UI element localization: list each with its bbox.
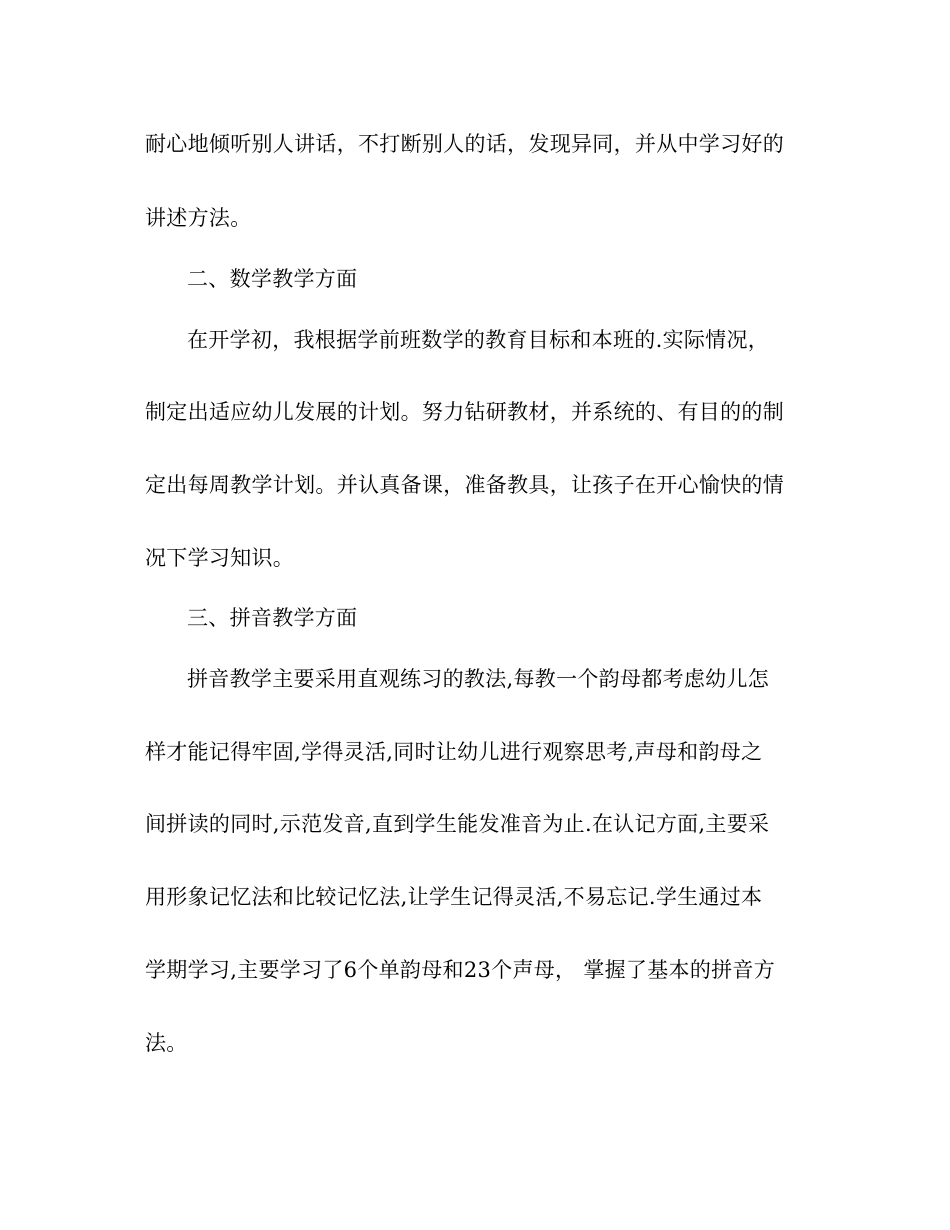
body-text-line: 定出每周教学计划。并认真备课，准备教具，让孩子在开心愉快的情	[145, 473, 784, 497]
body-text-line: 学期学习,主要学习了6个单韵母和23个声母， 掌握了基本的拼音方	[145, 958, 776, 982]
body-text-line: 在开学初，我根据学前班数学的教育目标和本班的.实际情况，	[187, 328, 770, 352]
body-text-line: 拼音教学主要采用直观练习的教法,每教一个韵母都考虑幼儿怎	[187, 667, 770, 691]
body-text-line: 法。	[145, 1031, 188, 1055]
body-text-line: 制定出适应幼儿发展的计划。努力钻研教材，并系统的、有目的的制	[145, 400, 784, 424]
section-heading-pinyin: 三、拼音教学方面	[187, 606, 358, 630]
body-text-line: 讲述方法。	[145, 206, 252, 230]
body-text-line: 耐心地倾听别人讲话，不打断别人的话，发现异同，并从中学习好的	[145, 132, 784, 156]
body-text-line: 间拼读的同时,示范发音,直到学生能发准音为止.在认记方面,主要采	[145, 812, 770, 836]
body-text-line: 样才能记得牢固,学得灵活,同时让幼儿进行观察思考,声母和韵母之	[145, 740, 763, 764]
section-heading-math: 二、数学教学方面	[187, 267, 358, 291]
body-text-line: 况下学习知识。	[145, 546, 295, 570]
body-text-line: 用形象记忆法和比较记忆法,让学生记得灵活,不易忘记.学生通过本	[145, 885, 763, 909]
